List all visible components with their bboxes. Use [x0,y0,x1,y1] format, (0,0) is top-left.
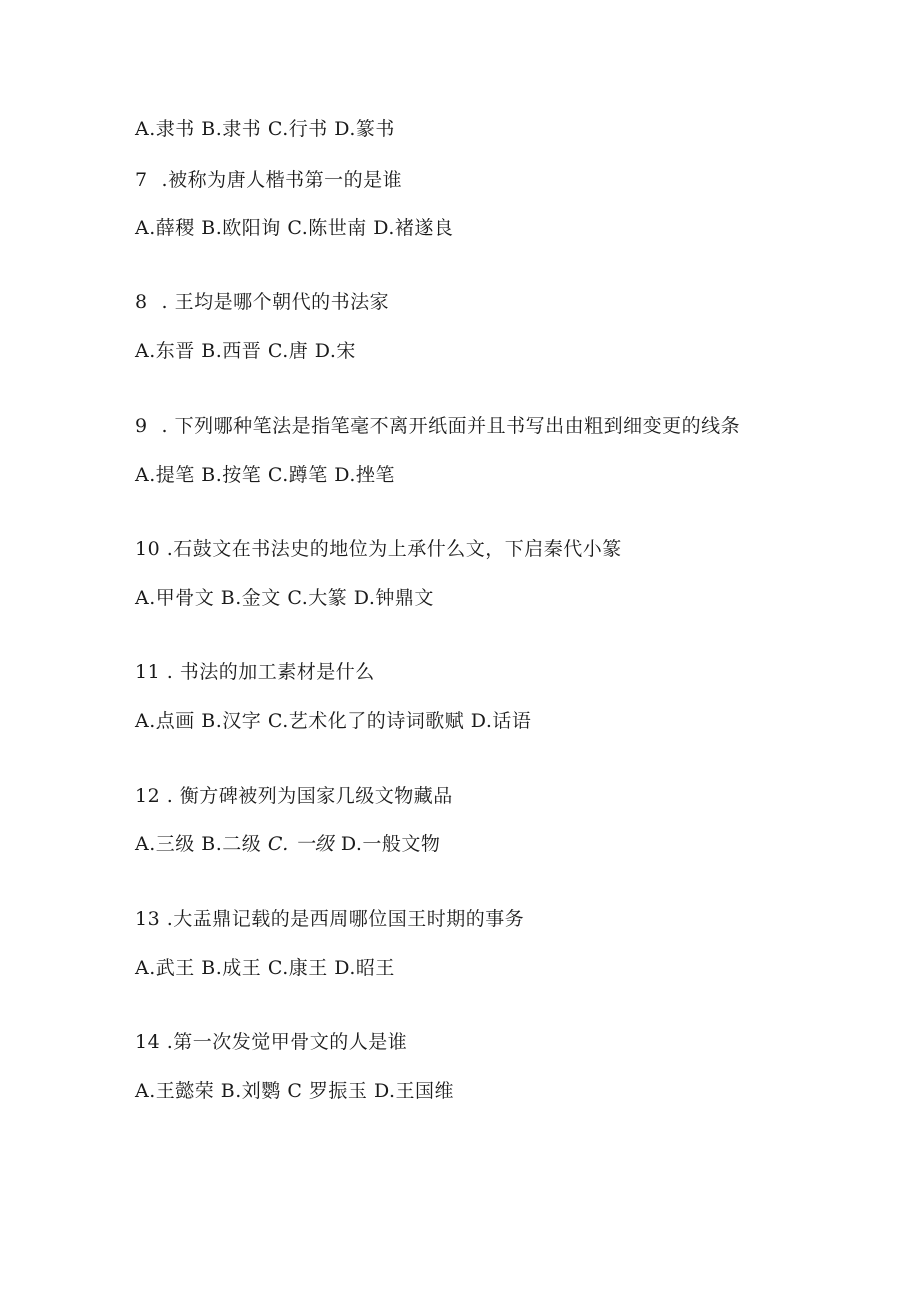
options-text-italic: C. 一级 [267,833,335,855]
options-text: A.薛稷 B.欧阳询 C.陈世南 D.褚遂良 [135,217,454,239]
options-text: A.隶书 B.隶书 C.行书 D.篆书 [135,118,395,140]
options-text: A.武王 B.成王 C.康王 D.昭王 [135,957,395,979]
question-text: .被称为唐人楷书第一的是谁 [155,169,403,191]
question-text: .第一次发觉甲骨文的人是谁 [160,1031,408,1053]
options-q13 [135,956,395,980]
question-text: .石鼓文在书法史的地位为上承什么文，下启秦代小篆 [160,538,622,560]
question-text: . 衡方碑被列为国家几级文物藏品 [160,785,453,807]
options-text-after: D.一般文物 [334,833,441,855]
question-10 [135,537,622,561]
question-number: 10 [135,538,161,560]
options-q6 [135,117,395,141]
question-number: 11 [135,661,161,683]
options-q12 [135,832,440,856]
options-q8 [135,339,356,363]
options-q9 [135,463,395,487]
question-text: . 书法的加工素材是什么 [160,661,375,683]
question-number: 12 [135,785,161,807]
question-9 [135,414,740,438]
question-7 [135,168,402,192]
options-text: A.点画 B.汉字 C.艺术化了的诗词歌赋 D.话语 [135,710,532,732]
options-q10 [135,586,434,610]
question-12 [135,784,453,808]
options-text-before: A.三级 B.二级 [135,833,268,855]
question-8 [135,290,389,314]
options-text: A.甲骨文 B.金文 C.大篆 D.钟鼎文 [135,587,434,609]
question-number: 9 [135,415,148,437]
question-number: 14 [135,1031,161,1053]
question-13 [135,907,524,931]
options-text: A.东晋 B.西晋 C.唐 D.宋 [135,340,356,362]
options-text: A.王懿荣 B.刘鹦 C 罗振玉 D.王国维 [135,1080,455,1102]
question-text: . 王均是哪个朝代的书法家 [155,291,390,313]
options-q14 [135,1079,454,1103]
question-number: 13 [135,908,161,930]
question-number: 8 [135,291,148,313]
question-text: .大盂鼎记载的是西周哪位国王时期的事务 [160,908,525,930]
question-14 [135,1030,407,1054]
options-text: A.提笔 B.按笔 C.蹲笔 D.挫笔 [135,464,395,486]
question-11 [135,660,375,684]
question-text: . 下列哪种笔法是指笔毫不离开纸面并且书写出由粗到细变更的线条 [155,415,741,437]
options-q11 [135,709,531,733]
options-q7 [135,216,453,240]
question-number: 7 [135,169,148,191]
